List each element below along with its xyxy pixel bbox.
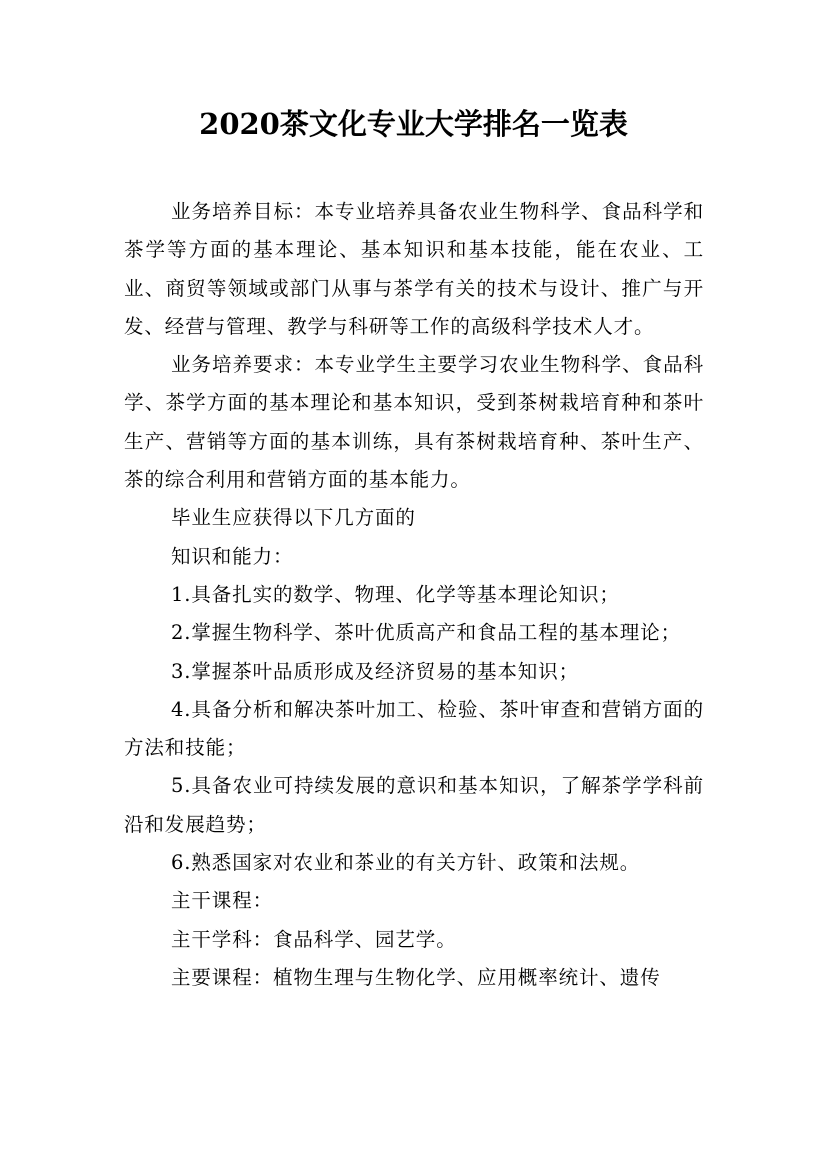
list-item-2: 2.掌握生物科学、茶叶优质高产和食品工程的基本理论；	[171, 621, 682, 645]
paragraph-major-courses: 主要课程：植物生理与生物化学、应用概率统计、遗传	[171, 965, 661, 989]
paragraph-main-disciplines: 主干学科：食品科学、园艺学。	[171, 927, 457, 951]
list-item-4: 4.具备分析和解决茶叶加工、检验、茶叶审查和营销方面的方法和技能；	[124, 697, 704, 760]
paragraph-graduate-intro: 毕业生应获得以下几方面的	[171, 506, 416, 530]
paragraph-knowledge-heading: 知识和能力：	[171, 544, 294, 568]
paragraph-training-goal: 业务培养目标：本专业培养具备农业生物科学、食品科学和茶学等方面的基本理论、基本知识和基本技能，能在农业、工业、商贸等领域或部门从事与茶学有关的技术与设计、推广与开发、经营与管理、教学与科研等工作的高级科学技术人才。	[124, 200, 704, 338]
list-item-1: 1.具备扎实的数学、物理、化学等基本理论知识；	[171, 582, 620, 606]
list-item-5: 5.具备农业可持续发展的意识和基本知识，了解茶学学科前沿和发展趋势；	[124, 774, 704, 836]
list-item-3: 3.掌握茶叶品质形成及经济贸易的基本知识；	[171, 659, 580, 683]
document-title: 2020茶文化专业大学排名一览表	[199, 107, 628, 141]
document-body	[124, 193, 704, 997]
paragraph-main-courses-heading: 主干课程：	[171, 889, 274, 913]
paragraph-training-requirements: 业务培养要求：本专业学生主要学习农业生物科学、食品科学、茶学方面的基本理论和基本知识，受到茶树栽培育种和茶叶生产、营销等方面的基本训练，具有茶树栽培育种、茶叶生产、茶的综合利用和营销方面的基本能力。	[124, 353, 704, 492]
list-item-6: 6.熟悉国家对农业和茶业的有关方针、政策和法规。	[171, 851, 641, 875]
